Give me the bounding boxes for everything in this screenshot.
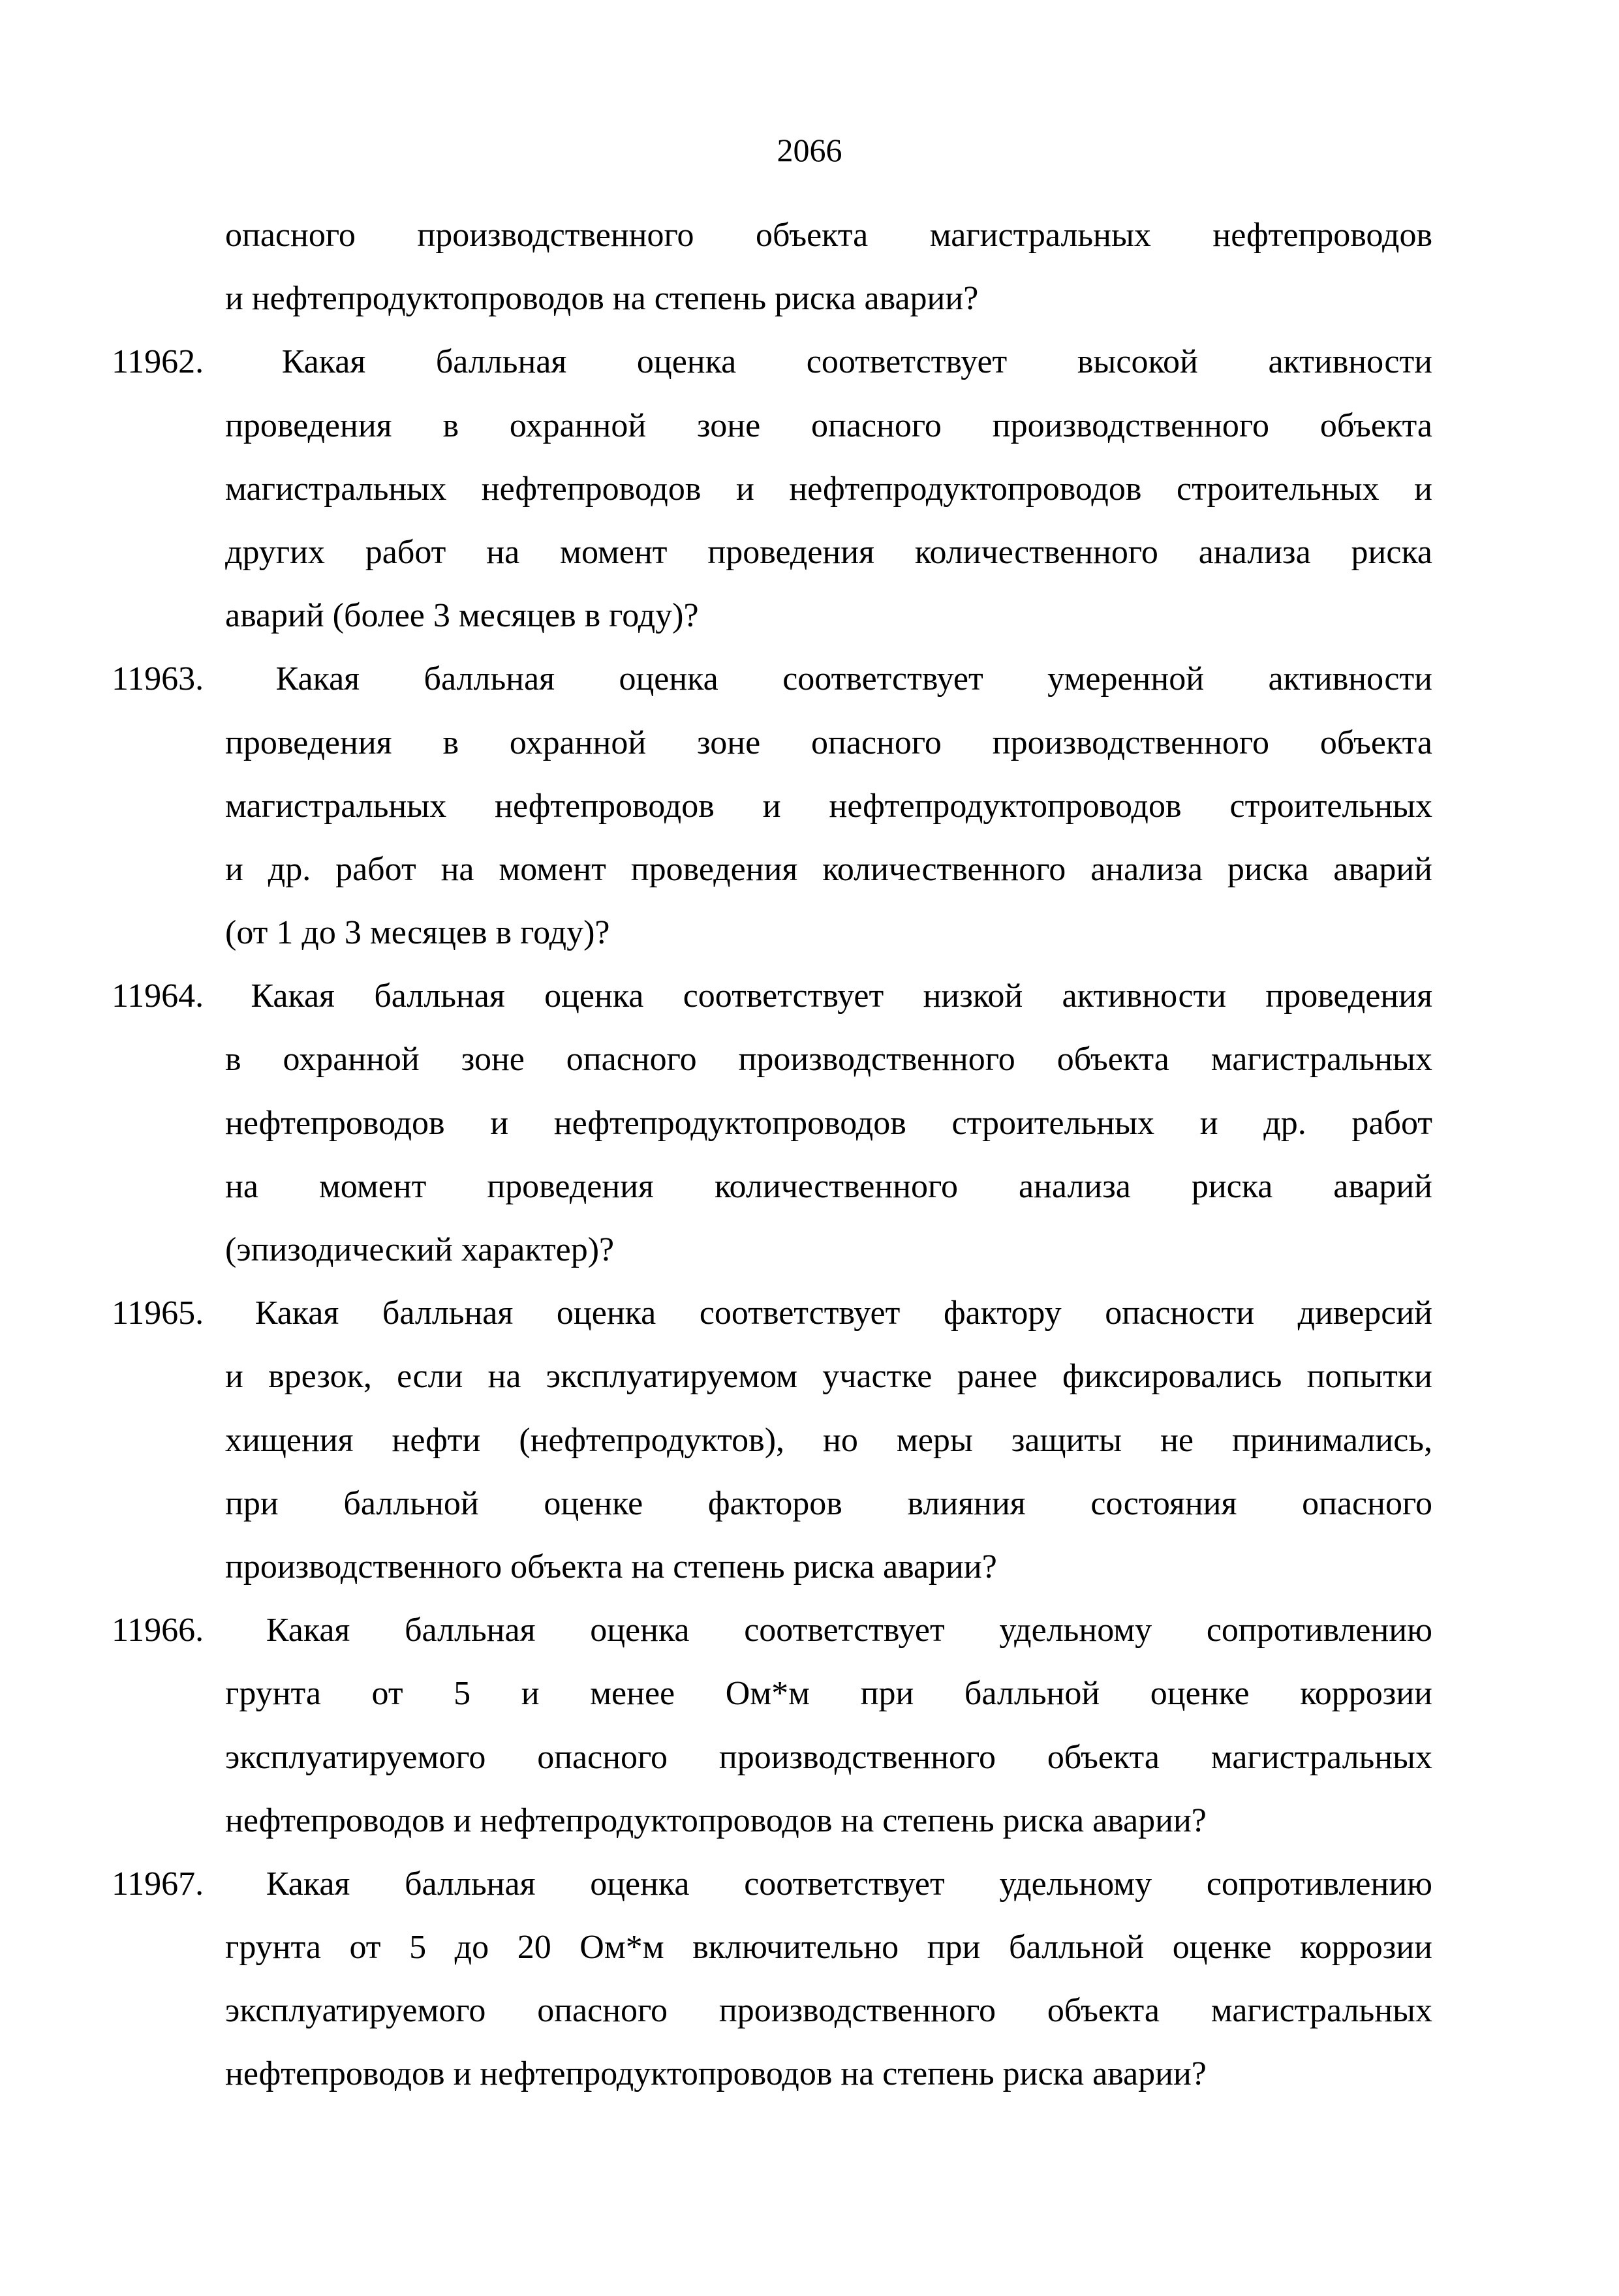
question-text: Какая балльная оценка соответствует удельному сопротивлению	[266, 1865, 1432, 1903]
text-line	[225, 1345, 1432, 1408]
text-line	[225, 267, 1432, 330]
line-text: (от 1 до 3 месяцев в году)?	[225, 914, 610, 952]
text-line	[225, 1979, 1432, 2042]
line-text: грунта от 5 до 20 Ом*м включительно при балльной оценке коррозии	[225, 1929, 1432, 1967]
line-text: аварий (более 3 месяцев в году)?	[225, 597, 699, 635]
question-text: Какая балльная оценка соответствует умеренной активности	[275, 660, 1432, 698]
question-text: Какая балльная оценка соответствует удельному сопротивлению	[266, 1612, 1432, 1649]
text-line	[225, 584, 1432, 647]
line-text: хищения нефти (нефтепродуктов), но меры защиты не принимались,	[225, 1421, 1432, 1459]
line-text: эксплуатируемого опасного производственного объекта магистральных	[225, 1738, 1432, 1776]
line-text: в охранной зоне опасного производственного объекта магистральных	[225, 1041, 1432, 1079]
text-line	[225, 1028, 1432, 1091]
question-text: Какая балльная оценка соответствует высокой активности	[281, 343, 1432, 381]
text-line	[225, 838, 1432, 901]
question-first-line	[112, 1852, 1432, 1916]
question-number: 11966.	[112, 1612, 204, 1649]
line-text: и др. работ на момент проведения количественного анализа риска аварий	[225, 850, 1432, 888]
question-number: 11964.	[112, 977, 204, 1015]
text-line	[225, 901, 1432, 964]
line-text: опасного производственного объекта магистральных нефтепроводов	[225, 217, 1432, 254]
text-line	[225, 1789, 1432, 1852]
text-line	[225, 1409, 1432, 1472]
text-line	[225, 1916, 1432, 1979]
line-text: при балльной оценке факторов влияния состояния опасного	[225, 1484, 1432, 1522]
line-text: магистральных нефтепроводов и нефтепродуктопроводов строительных	[225, 787, 1432, 825]
text-line	[225, 1472, 1432, 1535]
question-first-line	[112, 330, 1432, 393]
question-text: Какая балльная оценка соответствует фактору опасности диверсий	[254, 1294, 1432, 1332]
text-line	[225, 394, 1432, 457]
document-body	[112, 204, 1432, 2106]
question-first-line	[112, 964, 1432, 1028]
text-line	[225, 521, 1432, 584]
text-line	[225, 1535, 1432, 1599]
page-number: 2066	[777, 132, 842, 168]
text-line	[225, 711, 1432, 774]
question-number: 11967.	[112, 1865, 204, 1903]
question-first-line	[112, 1281, 1432, 1345]
line-text: и врезок, если на эксплуатируемом участке ранее фиксировались попытки	[225, 1358, 1432, 1396]
question-number: 11962.	[112, 343, 204, 381]
text-line	[225, 1155, 1432, 1218]
text-line	[225, 1726, 1432, 1789]
question-text: Какая балльная оценка соответствует низкой активности проведения	[251, 977, 1432, 1015]
text-line	[225, 2042, 1432, 2105]
question-first-line	[112, 1599, 1432, 1662]
line-text: нефтепроводов и нефтепродуктопроводов на степень риска аварии?	[225, 1801, 1207, 1839]
question-first-line	[112, 647, 1432, 711]
text-line	[225, 774, 1432, 838]
line-text: магистральных нефтепроводов и нефтепродуктопроводов строительных и	[225, 470, 1432, 508]
line-text: и нефтепродуктопроводов на степень риска аварии?	[225, 280, 979, 318]
line-text: эксплуатируемого опасного производственного объекта магистральных	[225, 1992, 1432, 2030]
line-text: нефтепроводов и нефтепродуктопроводов строительных и др. работ	[225, 1104, 1432, 1142]
line-text: проведения в охранной зоне опасного производственного объекта	[225, 724, 1432, 761]
text-line	[225, 1662, 1432, 1725]
line-text: (эпизодический характер)?	[225, 1231, 615, 1268]
question-number: 11963.	[112, 660, 204, 698]
text-line	[225, 457, 1432, 521]
line-text: нефтепроводов и нефтепродуктопроводов на степень риска аварии?	[225, 2055, 1207, 2093]
line-text: производственного объекта на степень риска аварии?	[225, 1548, 997, 1585]
line-text: грунта от 5 и менее Ом*м при балльной оценке коррозии	[225, 1675, 1432, 1713]
text-line	[225, 1218, 1432, 1281]
line-text: на момент проведения количественного анализа риска аварий	[225, 1167, 1432, 1205]
text-line	[225, 204, 1432, 267]
line-text: других работ на момент проведения количественного анализа риска	[225, 533, 1432, 571]
question-number: 11965.	[112, 1294, 204, 1332]
line-text: проведения в охранной зоне опасного производственного объекта	[225, 406, 1432, 444]
text-line	[225, 1092, 1432, 1155]
